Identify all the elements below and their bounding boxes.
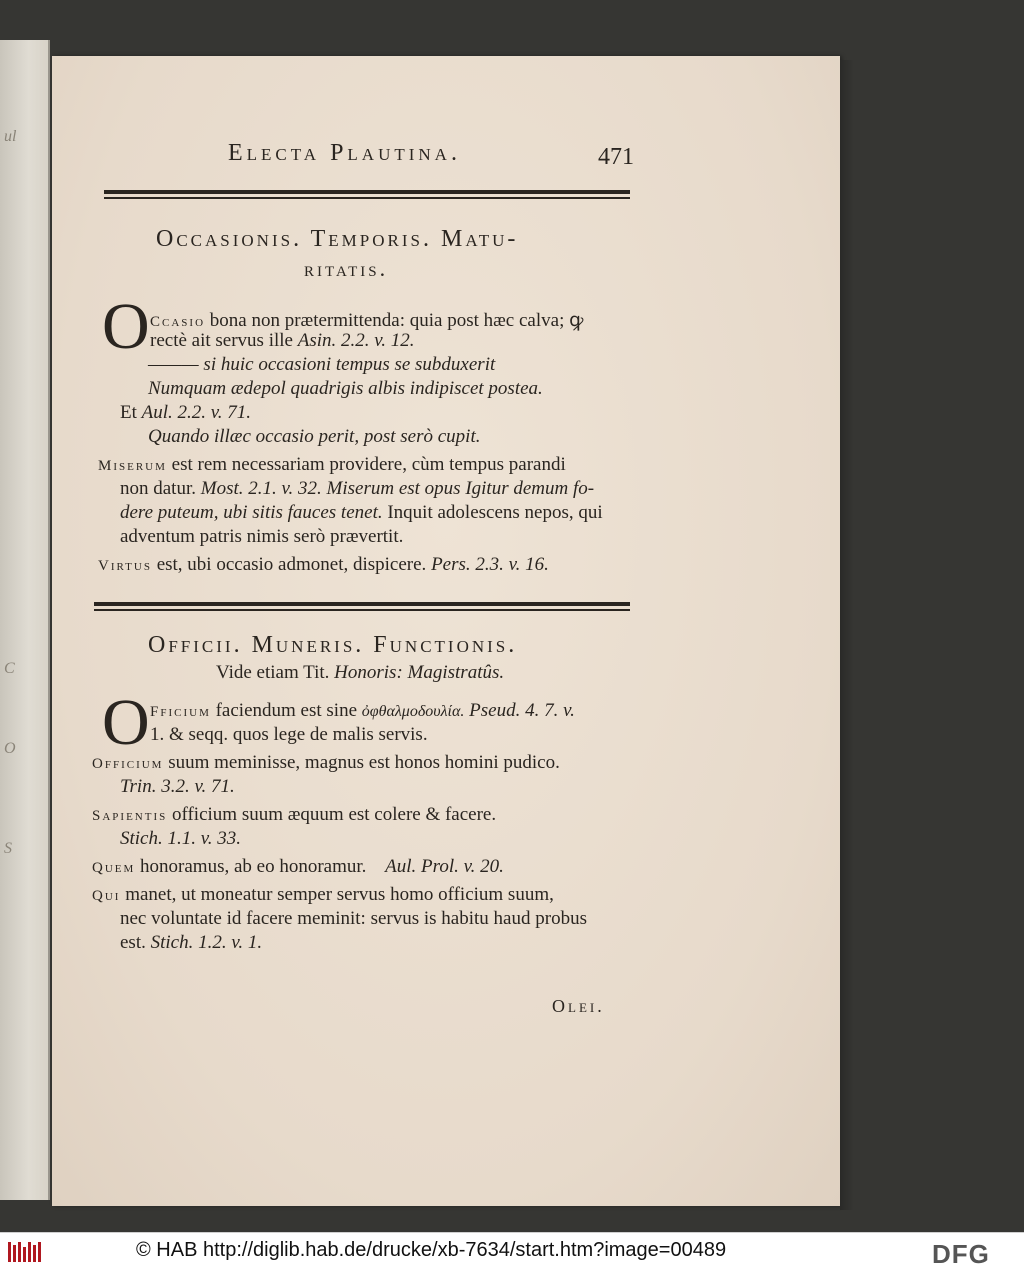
text-line xyxy=(98,554,549,576)
text-fragment: Vide etiam Tit. xyxy=(216,662,330,683)
text-line xyxy=(150,330,415,352)
section-heading: Occasionis. Temporis. Matu- xyxy=(156,226,519,252)
section-heading: Officii. Muneris. Functionis. xyxy=(148,632,518,658)
prev-page-fragment: C xyxy=(4,660,15,677)
verse-line: Numquam ædepol quadrigis albis indipiscet postea. xyxy=(148,378,543,399)
text-line: 1. & seqq. quos lege de malis servis. xyxy=(150,724,428,745)
text-fragment: Et xyxy=(120,402,137,423)
citation: Pseud. 4. 7. v. xyxy=(469,700,575,721)
dfg-logo[interactable]: DFG xyxy=(932,1239,990,1269)
citation: Honoris: Magistratûs. xyxy=(334,662,505,683)
lead-word: Ccasio xyxy=(150,314,206,330)
text-line xyxy=(92,752,560,774)
quote: dere puteum, ubi sitis fauces tenet. xyxy=(120,502,383,523)
drop-cap: O xyxy=(102,290,150,363)
copyright-link[interactable]: © HAB http://diglib.hab.de/drucke/xb-7634/start.htm?image=00489 xyxy=(136,1239,727,1261)
text-fragment: manet, ut moneatur semper servus homo officium suum, xyxy=(125,884,554,905)
text-line: adventum patris nimis serò prævertit. xyxy=(120,526,404,547)
text-line xyxy=(92,856,504,878)
citation: Trin. 3.2. v. 71. xyxy=(120,776,235,797)
subheading xyxy=(216,662,504,684)
viewer-footer xyxy=(0,1232,1024,1271)
section-rule xyxy=(94,602,630,606)
text-line xyxy=(120,478,594,500)
section-heading-cont: ritatis. xyxy=(304,256,389,281)
verse-line: Quando illæc occasio perit, post serò cupit. xyxy=(148,426,481,447)
prev-page-fragment: S xyxy=(4,840,12,857)
lead-word: Fficium xyxy=(150,704,211,720)
text-fragment: honoramus, ab eo honoramur. xyxy=(140,856,367,877)
text-line xyxy=(98,454,566,476)
book-page xyxy=(52,56,840,1206)
text-line xyxy=(92,804,496,826)
citation: Asin. 2.2. v. 12. xyxy=(297,330,415,351)
greek-word: ὀφθαλμοδουλία. xyxy=(361,703,465,720)
lead-word: Qui xyxy=(92,888,121,904)
lead-word: Quem xyxy=(92,860,136,876)
text-line xyxy=(120,502,603,524)
previous-page-edge xyxy=(0,40,50,1200)
quote: Miserum est opus Igitur demum fo- xyxy=(326,478,595,499)
prev-page-fragment: ul xyxy=(4,128,17,145)
citation: Pers. 2.3. v. 16. xyxy=(431,554,549,575)
lead-word: Officium xyxy=(92,756,164,772)
text-fragment: non datur. xyxy=(120,478,196,499)
text-fragment: est. xyxy=(120,932,146,953)
section-rule-thin xyxy=(94,609,630,611)
page-number: 471 xyxy=(598,144,634,170)
prev-page-fragment: O xyxy=(4,740,16,757)
running-head-title: Electa Plautina. xyxy=(228,140,461,166)
citation: Stich. 1.2. v. 1. xyxy=(150,932,263,953)
text-line: nec voluntate id facere meminit: servus is habitu haud probus xyxy=(120,908,587,929)
citation: Aul. Prol. v. 20. xyxy=(385,856,504,877)
header-rule xyxy=(104,190,630,194)
text-fragment: est, ubi occasio admonet, dispicere. xyxy=(156,554,427,575)
lead-word: Sapientis xyxy=(92,808,168,824)
catchword: Olei. xyxy=(552,996,605,1016)
text-fragment: officium suum æquum est colere & facere. xyxy=(171,804,497,825)
lead-word: Miserum xyxy=(98,458,167,474)
text-fragment: Inquit adolescens nepos, qui xyxy=(387,502,603,523)
text-line xyxy=(120,402,251,424)
text-line xyxy=(150,700,575,722)
text-line xyxy=(120,932,262,954)
citation: Most. 2.1. v. 32. xyxy=(200,478,322,499)
citation: Aul. 2.2. v. 71. xyxy=(141,402,252,423)
text-line xyxy=(150,306,583,332)
text-fragment: faciendum est sine xyxy=(215,700,358,721)
text-fragment: rectè ait servus ille xyxy=(150,330,293,351)
text-fragment: est rem necessariam providere, cùm tempus parandi xyxy=(171,454,566,475)
text-fragment: suum meminisse, magnus est honos homini pudico. xyxy=(168,752,560,773)
citation: Stich. 1.1. v. 33. xyxy=(120,828,242,849)
header-rule-thin xyxy=(104,197,630,199)
text-fragment: bona non prætermittenda: quia post hæc calva; ꝙ xyxy=(209,310,584,331)
verse-line: ——— si huic occasioni tempus se subduxerit xyxy=(148,354,496,375)
page-shadow xyxy=(840,60,854,1210)
text-line xyxy=(92,884,554,906)
lead-word: Virtus xyxy=(98,558,152,574)
drop-cap: O xyxy=(102,686,150,759)
hab-logo-icon[interactable] xyxy=(6,1238,46,1266)
